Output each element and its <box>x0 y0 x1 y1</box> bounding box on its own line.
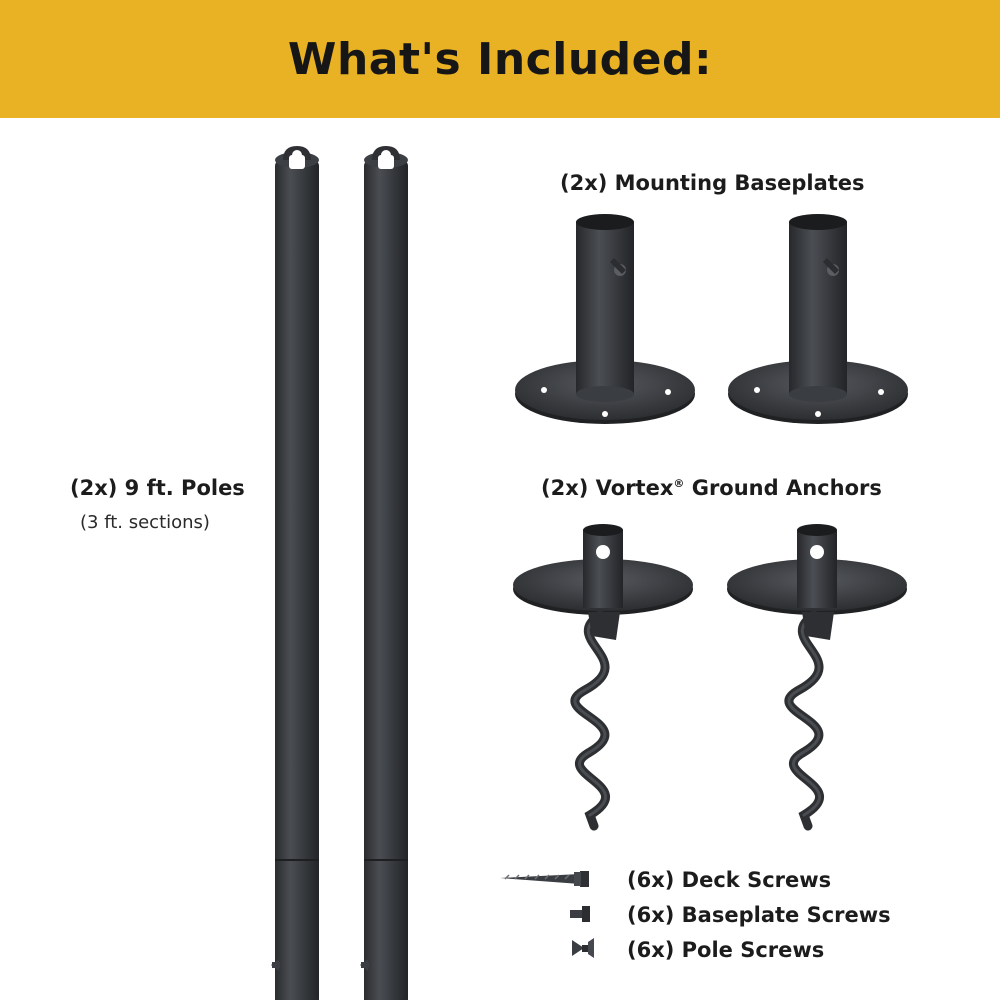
anchors-label-main: (2x) Vortex <box>541 476 674 500</box>
ground-anchor-2-icon <box>727 524 907 826</box>
baseplate-screw-icon <box>570 906 590 922</box>
anchors-label-tail: Ground Anchors <box>684 476 882 500</box>
mounting-baseplate-2-icon <box>728 214 908 424</box>
poles-label: (2x) 9 ft. Poles <box>70 476 245 500</box>
anchors-label <box>541 476 882 500</box>
mounting-baseplate-1-icon <box>515 214 695 424</box>
registered-mark: ® <box>673 477 685 490</box>
pole-2-icon <box>360 146 408 1000</box>
baseplates-label: (2x) Mounting Baseplates <box>560 171 865 195</box>
deck-screw-icon <box>500 871 589 887</box>
wing-screw-icon <box>572 938 594 958</box>
ground-anchor-1-icon <box>513 524 693 826</box>
deck-screws-label: (6x) Deck Screws <box>627 868 832 892</box>
baseplate-screws-label: (6x) Baseplate Screws <box>627 903 891 927</box>
pole-1-icon <box>271 146 319 1000</box>
page-title: What's Included: <box>287 33 713 85</box>
poles-sublabel: (3 ft. sections) <box>80 512 210 533</box>
pole-screws-label: (6x) Pole Screws <box>627 938 825 962</box>
